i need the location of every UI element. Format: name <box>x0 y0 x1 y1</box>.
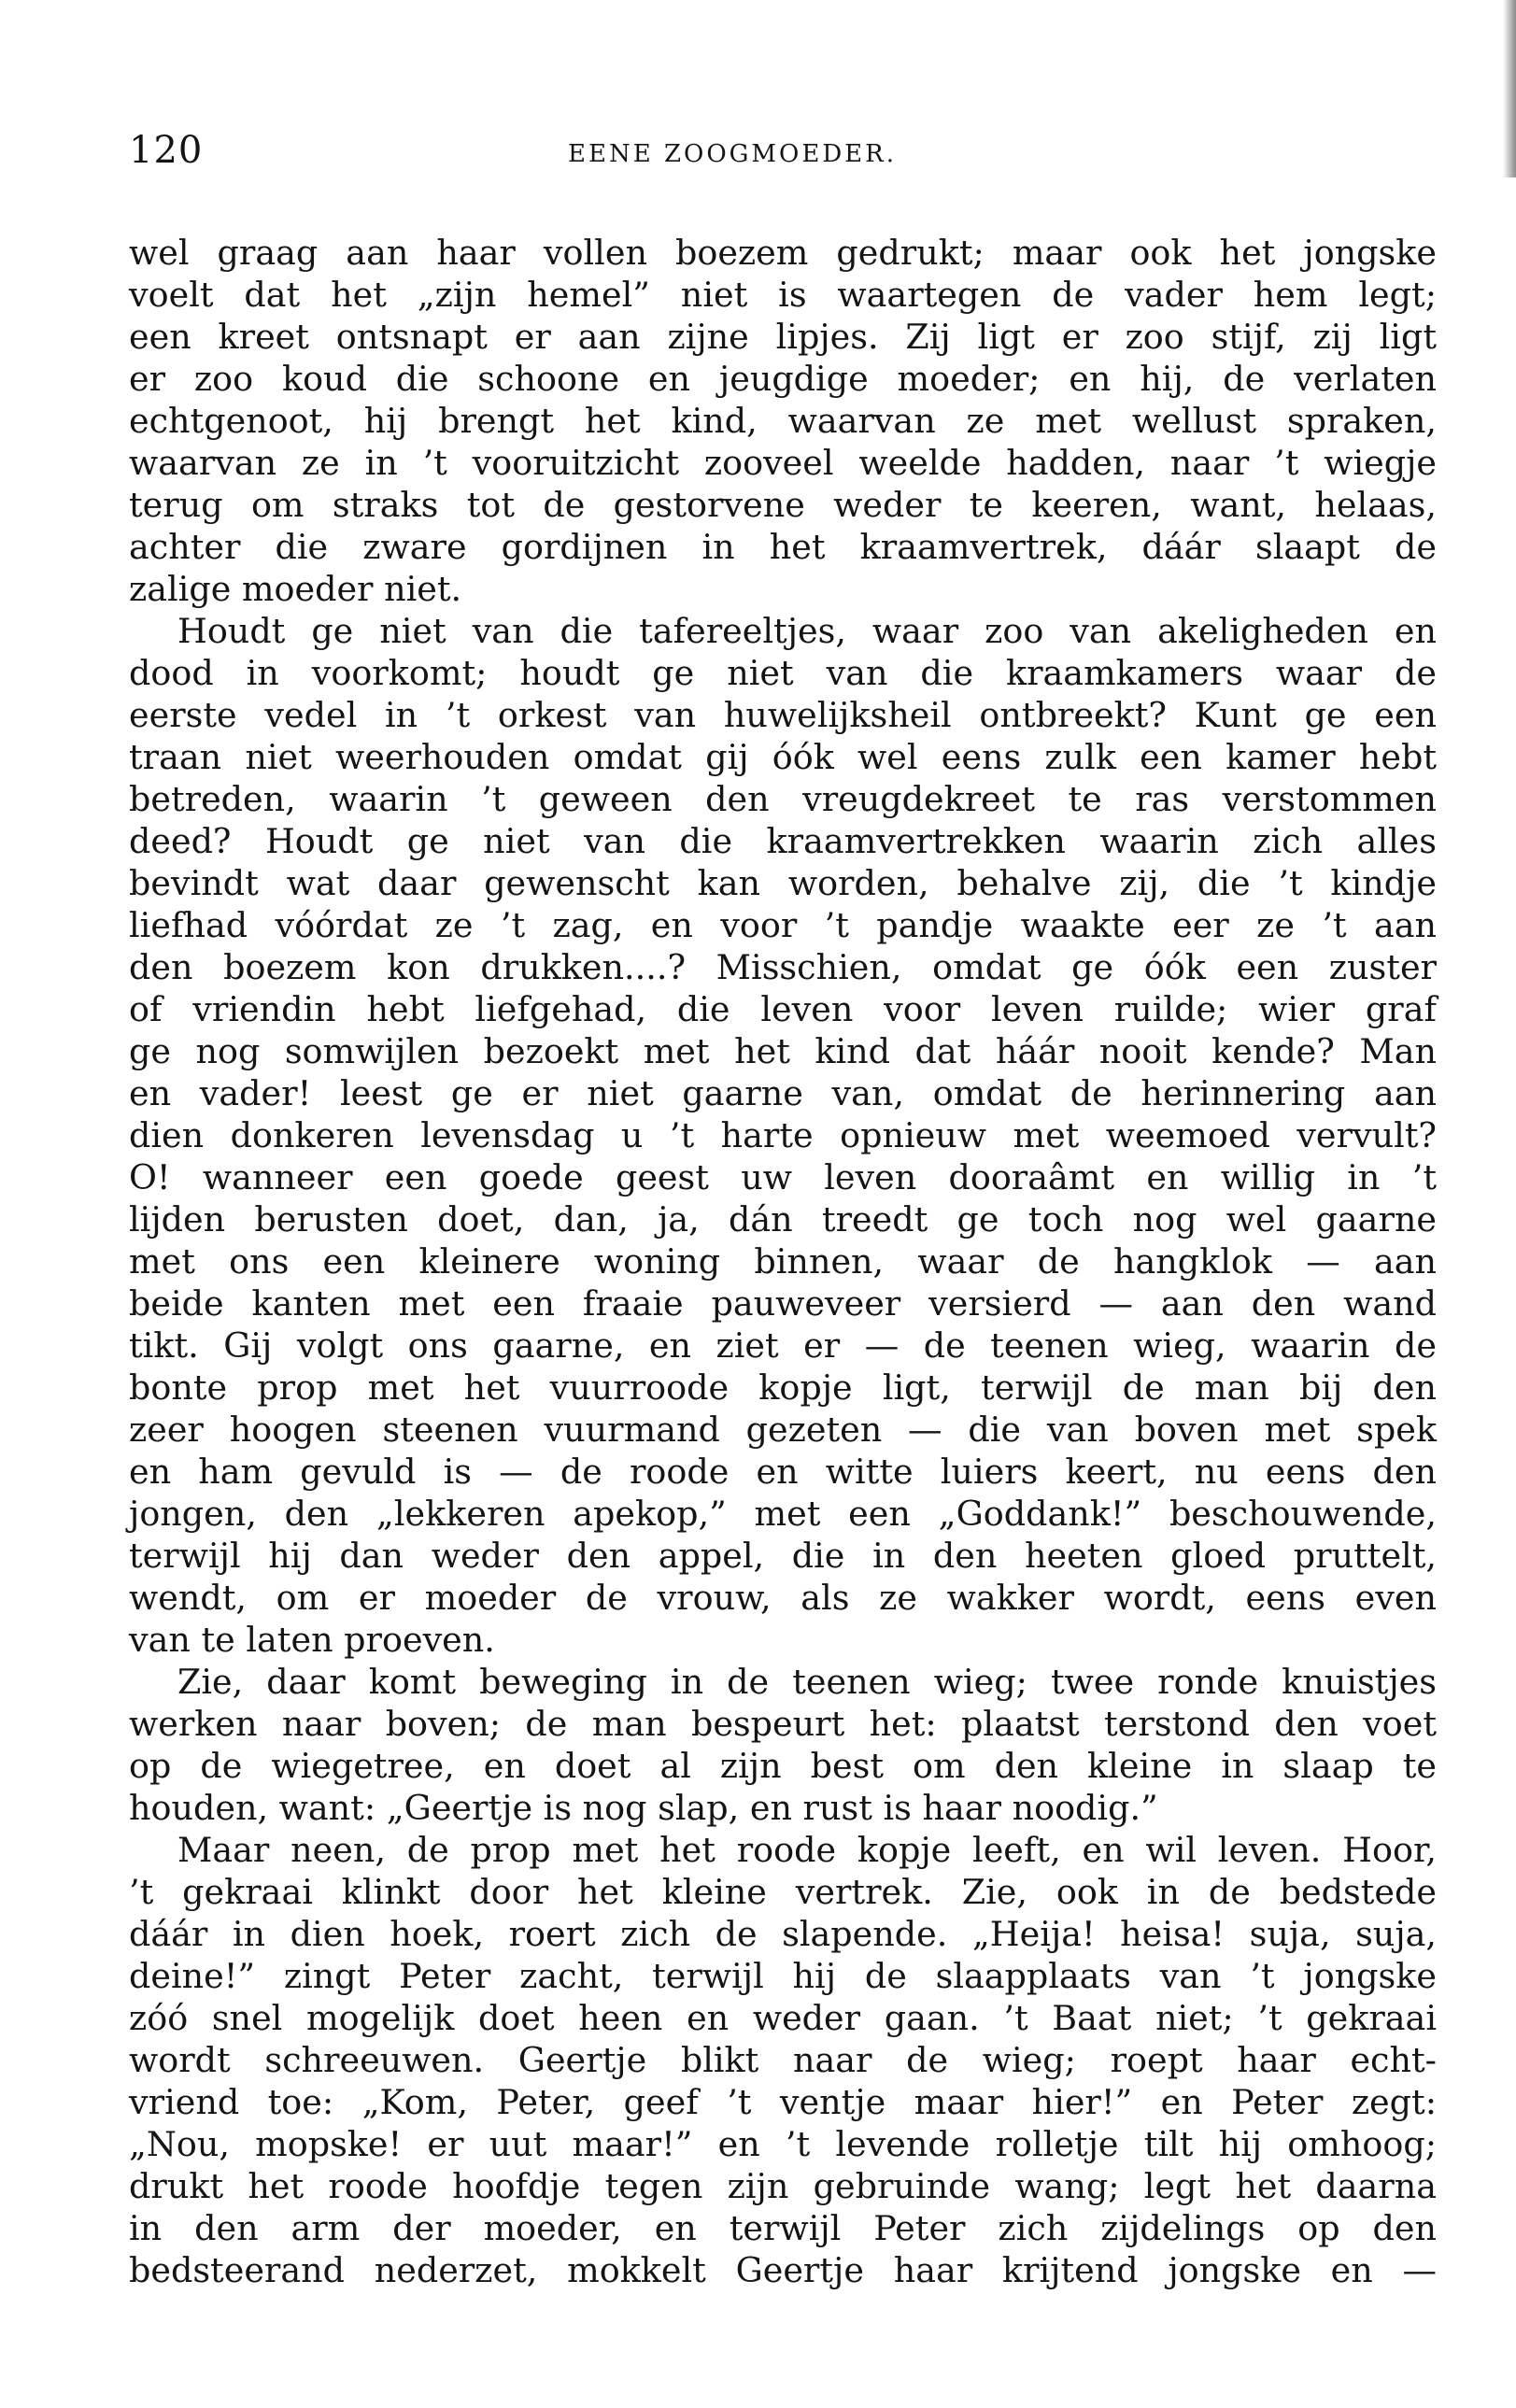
text-line: en ham gevuld is — de roode en witte luiers keert, nu eens den <box>129 1452 1437 1492</box>
text-line: ge nog somwijlen bezoekt met het kind dat háár nooit kende? Man <box>129 1031 1437 1071</box>
text-line: vriend toe: „Kom, Peter, geef ’t ventje maar hier!” en Peter zegt: <box>129 2082 1437 2122</box>
text-line: drukt het roode hoofdje tegen zijn gebruinde wang; legt het daarna <box>129 2166 1437 2206</box>
text-line: zalige moeder niet. <box>129 569 462 609</box>
text-line: er zoo koud die schoone en jeugdige moeder; en hij, de verlaten <box>129 359 1437 399</box>
text-line: met ons een kleinere woning binnen, waar de hangklok — aan <box>129 1241 1437 1282</box>
text-line: houden, want: „Geertje is nog slap, en rust is haar noodig.” <box>129 1788 1158 1828</box>
text-line: dien donkeren levensdag u ’t harte opnieuw met weemoed vervult? <box>129 1115 1437 1155</box>
text-line: of vriendin hebt liefgehad, die leven voor leven ruilde; wier graf <box>129 989 1437 1029</box>
scan-edge-shadow <box>1503 0 1516 177</box>
text-line: eerste vedel in ’t orkest van huwelijksheil ontbreekt? Kunt ge een <box>129 695 1437 735</box>
text-line: en vader! leest ge er niet gaarne van, omdat de herinnering aan <box>129 1073 1437 1113</box>
text-line: den boezem kon drukken....? Misschien, omdat ge óók een zuster <box>129 947 1437 987</box>
text-line: werken naar boven; de man bespeurt het: plaatst terstond den voet <box>129 1704 1437 1744</box>
text-line: echtgenoot, hij brengt het kind, waarvan ze met wellust spraken, <box>129 401 1437 441</box>
text-line: ’t gekraai klinkt door het kleine vertrek. Zie, ook in de bedstede <box>129 1872 1437 1912</box>
text-line: betreden, waarin ’t geween den vreugdekreet te ras verstommen <box>129 779 1437 819</box>
text-line: voelt dat het „zijn hemel” niet is waartegen de vader hem legt; <box>129 275 1437 315</box>
text-line: deine!” zingt Peter zacht, terwijl hij de slaapplaats van ’t jongske <box>129 1956 1437 1996</box>
text-line: Maar neen, de prop met het roode kopje leeft, en wil leven. Hoor, <box>177 1830 1437 1870</box>
page-number: 120 <box>129 129 204 172</box>
text-line: terwijl hij dan weder den appel, die in den heeten gloed pruttelt, <box>129 1536 1437 1576</box>
running-title: EENE ZOOGMOEDER. <box>568 140 898 168</box>
text-line: zeer hoogen steenen vuurmand gezeten — die van boven met spek <box>129 1409 1437 1450</box>
text-line: O! wanneer een goede geest uw leven dooraâmt en willig in ’t <box>129 1157 1437 1197</box>
text-line: wel graag aan haar vollen boezem gedrukt; maar ook het jongske <box>129 233 1437 273</box>
text-line: in den arm der moeder, en terwijl Peter zich zijdelings op den <box>129 2208 1437 2248</box>
text-line: tikt. Gij volgt ons gaarne, en ziet er — de teenen wieg, waarin de <box>129 1325 1437 1366</box>
text-line: waarvan ze in ’t vooruitzicht zooveel weelde hadden, naar ’t wiegje <box>129 443 1437 483</box>
text-line: liefhad vóórdat ze ’t zag, en voor ’t pandje waakte eer ze ’t aan <box>129 905 1437 945</box>
text-line: Zie, daar komt beweging in de teenen wieg; twee ronde knuistjes <box>177 1662 1437 1702</box>
page-header <box>129 129 1446 185</box>
text-line: op de wiegetree, en doet al zijn best om den kleine in slaap te <box>129 1746 1437 1786</box>
text-line: lijden berusten doet, dan, ja, dán treedt ge toch nog wel gaarne <box>129 1199 1437 1239</box>
text-line: dood in voorkomt; houdt ge niet van die kraamkamers waar de <box>129 653 1437 693</box>
text-line: terug om straks tot de gestorvene weder te keeren, want, helaas, <box>129 485 1437 525</box>
text-line: Houdt ge niet van die tafereeltjes, waar zoo van akeligheden en <box>177 611 1437 651</box>
text-line: wendt, om er moeder de vrouw, als ze wakker wordt, eens even <box>129 1578 1437 1618</box>
text-line: dáár in dien hoek, roert zich de slapende. „Heija! heisa! suja, suja, <box>129 1914 1437 1954</box>
text-line: „Nou, mopske! er uut maar!” en ’t levende rolletje tilt hij omhoog; <box>129 2124 1437 2164</box>
text-line: jongen, den „lekkeren apekop,” met een „Goddank!” beschouwende, <box>129 1494 1437 1534</box>
text-line: van te laten proeven. <box>129 1620 495 1660</box>
text-line: zóó snel mogelijk doet heen en weder gaan. ’t Baat niet; ’t gekraai <box>129 1998 1437 2038</box>
text-line: wordt schreeuwen. Geertje blikt naar de wieg; roept haar echt- <box>129 2040 1437 2080</box>
text-line: deed? Houdt ge niet van die kraamvertrekken waarin zich alles <box>129 821 1437 861</box>
text-line: bedsteerand nederzet, mokkelt Geertje haar krijtend jongske en — <box>129 2250 1437 2290</box>
text-line: bevindt wat daar gewenscht kan worden, behalve zij, die ’t kindje <box>129 863 1437 903</box>
body-text <box>129 232 1437 2291</box>
text-line: traan niet weerhouden omdat gij óók wel eens zulk een kamer hebt <box>129 737 1437 777</box>
text-line: achter die zware gordijnen in het kraamvertrek, dáár slaapt de <box>129 527 1437 567</box>
text-line: beide kanten met een fraaie pauweveer versierd — aan den wand <box>129 1283 1437 1324</box>
text-line: bonte prop met het vuurroode kopje ligt, terwijl de man bij den <box>129 1367 1437 1408</box>
text-line: een kreet ontsnapt er aan zijne lipjes. Zij ligt er zoo stijf, zij ligt <box>129 317 1437 357</box>
